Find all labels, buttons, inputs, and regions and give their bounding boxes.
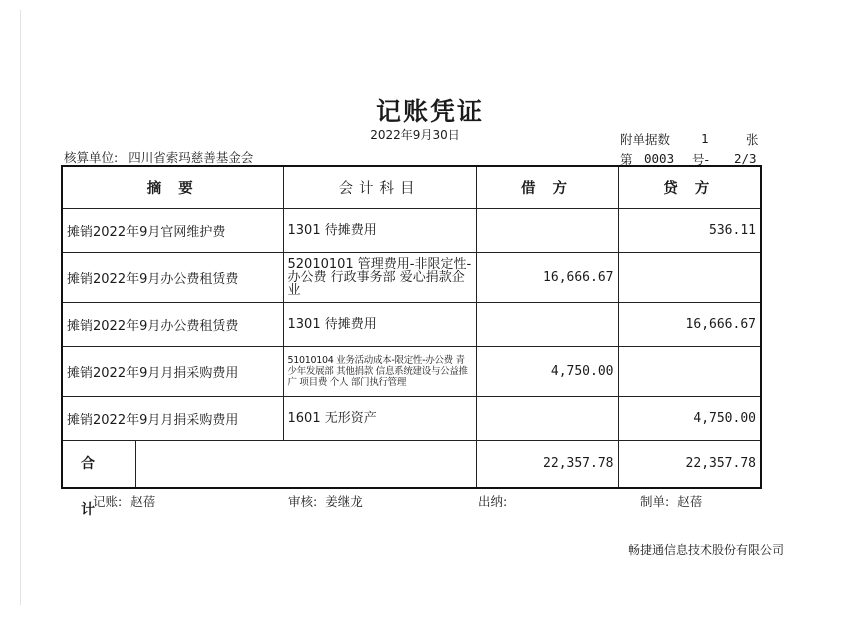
- row-debit: [476, 302, 618, 346]
- maker-label: 制单:: [640, 494, 670, 509]
- voucher-number: 0003: [644, 151, 675, 166]
- total-debit: 22,357.78: [476, 440, 618, 488]
- attach-unit: 张: [746, 132, 759, 147]
- unit-name: 四川省索玛慈善基金会: [128, 150, 254, 165]
- table-row: [62, 302, 761, 346]
- voucher-page: 2/3: [734, 151, 757, 166]
- number-prefix: 第: [620, 152, 633, 167]
- header-debit: 借 方: [476, 166, 618, 208]
- bookkeeper-field: [93, 492, 155, 510]
- reviewer-name: 姜继龙: [325, 494, 363, 509]
- table-row: [62, 346, 761, 396]
- row-account: 51010104 业务活动成本-限定性-办公费 青少年发展部 其他捐款 信息系统建设与公益推广 项目费 个人 部门执行管理: [283, 346, 476, 396]
- header-account: 会计科目: [283, 166, 476, 208]
- bookkeeper-label: 记账:: [93, 494, 123, 509]
- header-credit: 贷 方: [618, 166, 761, 208]
- unit-label: 核算单位:: [64, 150, 119, 165]
- unit-line: [64, 148, 253, 166]
- row-summary: 摊销2022年9月月捐采购费用: [62, 346, 283, 396]
- total-row: [62, 440, 761, 488]
- number-suffix: 号-: [692, 152, 710, 167]
- row-account: 1301 待摊费用: [283, 302, 476, 346]
- table-row: [62, 252, 761, 302]
- header-summary: 摘 要: [62, 166, 283, 208]
- row-debit: [476, 208, 618, 252]
- row-account: 1601 无形资产: [283, 396, 476, 440]
- cashier-label: 出纳:: [478, 494, 508, 509]
- company-name: 畅捷通信息技术股份有限公司: [628, 543, 785, 557]
- reviewer-field: [288, 492, 363, 510]
- row-account: 1301 待摊费用: [283, 208, 476, 252]
- row-credit: 536.11: [618, 208, 761, 252]
- row-debit: [476, 396, 618, 440]
- table-header-row: [62, 166, 761, 208]
- total-label: 合 计: [63, 441, 136, 487]
- total-credit: 22,357.78: [618, 440, 761, 488]
- row-credit: 16,666.67: [618, 302, 761, 346]
- row-summary: 摊销2022年9月官网维护费: [62, 208, 283, 252]
- row-summary: 摊销2022年9月办公费租赁费: [62, 252, 283, 302]
- row-credit: [618, 252, 761, 302]
- table-row: [62, 208, 761, 252]
- voucher-date: 2022年9月30日: [370, 128, 460, 142]
- row-summary: 摊销2022年9月办公费租赁费: [62, 302, 283, 346]
- row-credit: 4,750.00: [618, 396, 761, 440]
- reviewer-label: 审核:: [288, 494, 318, 509]
- attach-label: 附单据数: [620, 132, 671, 147]
- attach-count: 1: [701, 131, 709, 146]
- cashier-field: [478, 492, 511, 510]
- maker-name: 赵蓓: [677, 494, 703, 509]
- row-debit: 16,666.67: [476, 252, 618, 302]
- table-row: [62, 396, 761, 440]
- voucher-title: 记账凭证: [375, 97, 484, 126]
- row-summary: 摊销2022年9月月捐采购费用: [62, 396, 283, 440]
- row-debit: 4,750.00: [476, 346, 618, 396]
- bookkeeper-name: 赵蓓: [130, 494, 156, 509]
- maker-field: [640, 492, 702, 510]
- row-account: 52010101 管理费用-非限定性-办公费 行政事务部 爱心捐款企业: [283, 252, 476, 302]
- row-credit: [618, 346, 761, 396]
